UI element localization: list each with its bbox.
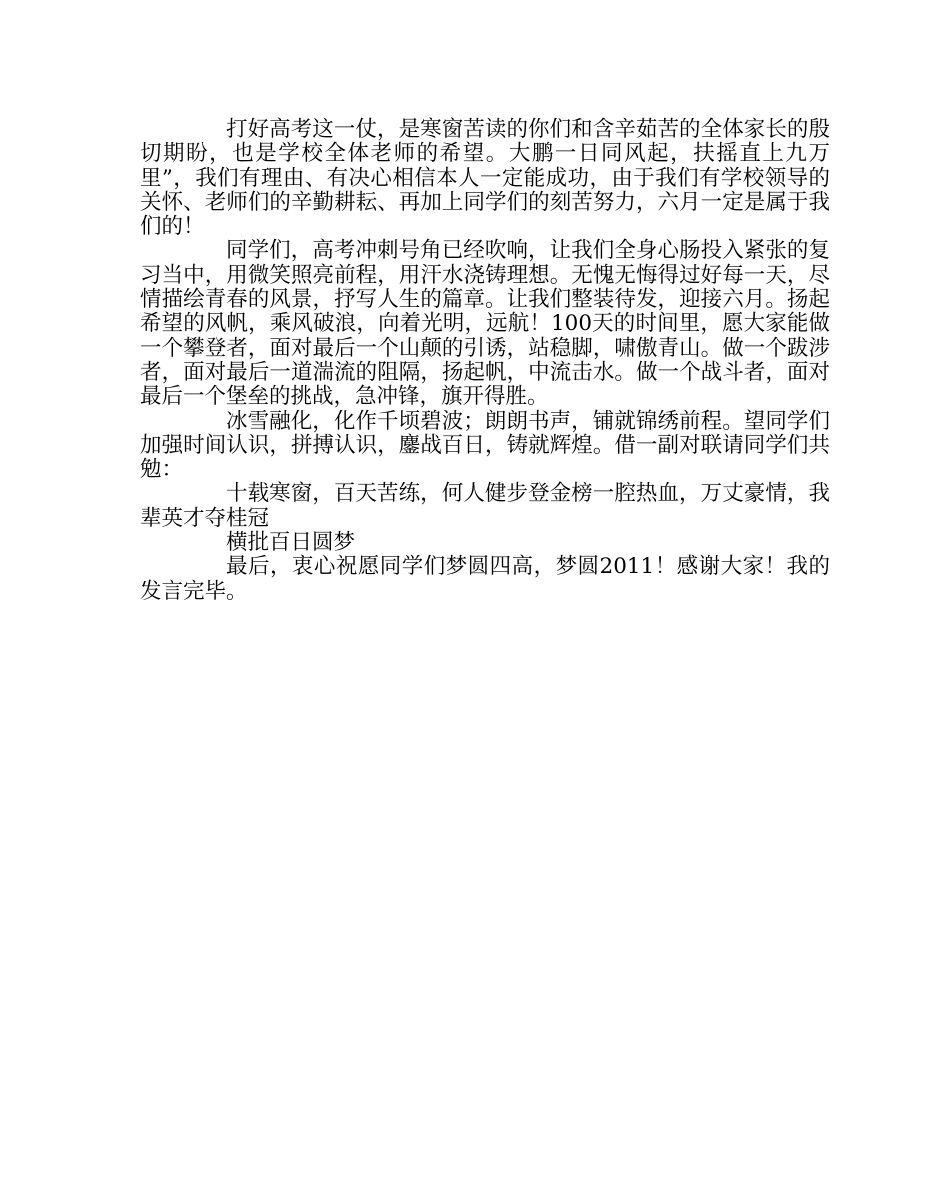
paragraph-couplet-intro: 冰雪融化，化作千顷碧波；朗朗书声，铺就锦绣前程。望同学们加强时间认识，拼搏认识，鏖战百日，铸就辉煌。借一副对联请同学们共勉： (140, 408, 830, 483)
paragraph-closing: 最后，衷心祝愿同学们梦圆四高，梦圆2011！感谢大家！我的发言完毕。 (140, 554, 830, 604)
paragraph-exam-expectation: 打好高考这一仗，是寒窗苦读的你们和含辛茹苦的全体家长的殷切期盼，也是学校全体老师的希望。大鹏一日同风起，扶摇直上九万里”，我们有理由、有决心相信本人一定能成功，由于我们有学校领导的关怀、老师们的辛勤耕耘、再加上同学们的刻苦努力，六月一定是属于我们的！ (140, 117, 830, 240)
paragraph-sprint-call: 同学们，高考冲刺号角已经吹响，让我们全身心肠投入紧张的复习当中，用微笑照亮前程，用汗水浇铸理想。无愧无悔得过好每一天，尽情描绘青春的风景，抒写人生的篇章。让我们整装待发，迎接六月。扬起希望的风帆，乘风破浪，向着光明，远航！100天的时间里，愿大家能做一个攀登者，面对最后一个山颠的引诱，站稳脚，啸傲青山。做一个跋涉者，面对最后一道湍流的阻隔，扬起帆，中流击水。做一个战斗者，面对最后一个堡垒的挑战，急冲锋，旗开得胜。 (140, 238, 830, 410)
paragraph-couplet: 十载寒窗，百天苦练，何人健步登金榜一腔热血，万丈豪情，我辈英才夺桂冠 (140, 481, 830, 531)
paragraph-couplet-header: 横批百日圆梦 (226, 530, 356, 556)
document-body (140, 118, 830, 604)
